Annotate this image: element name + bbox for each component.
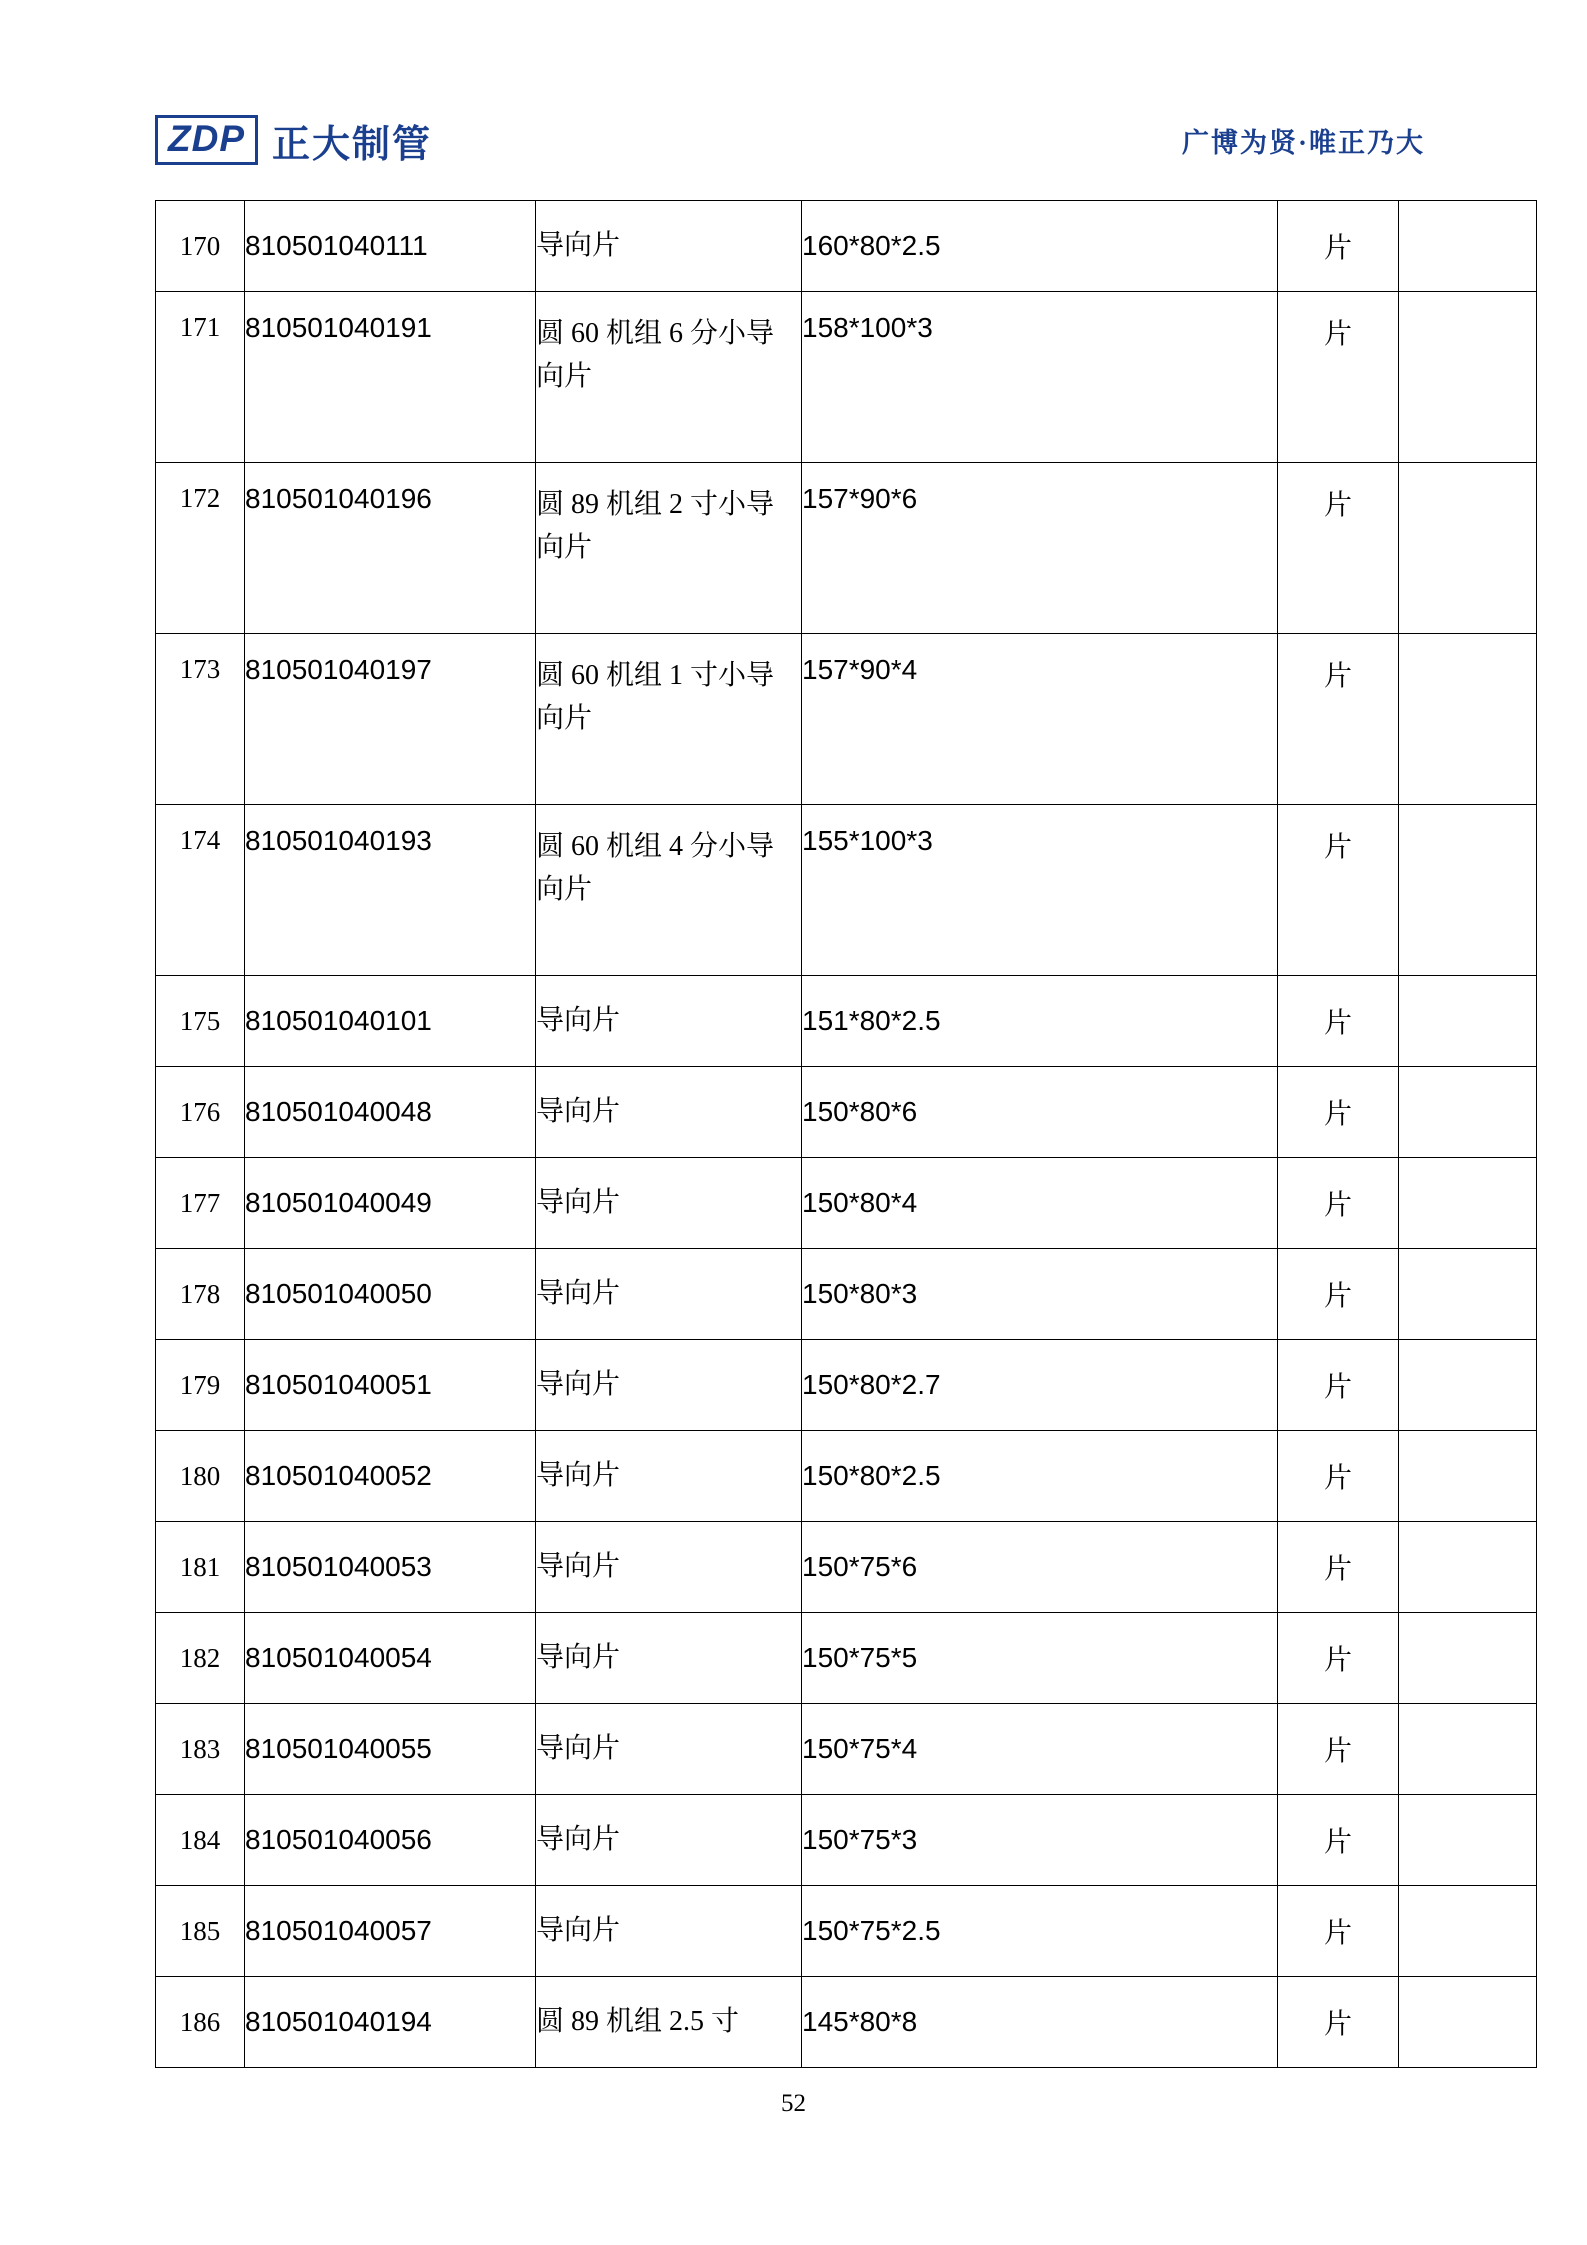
cell-index: 177 [156, 1158, 245, 1249]
cell-extra [1399, 1249, 1537, 1340]
cell-name: 圆 60 机组 6 分小导向片 [536, 292, 802, 463]
cell-index: 175 [156, 976, 245, 1067]
cell-unit: 片 [1278, 1522, 1399, 1613]
cell-spec: 155*100*3 [802, 805, 1278, 976]
cell-spec: 150*80*6 [802, 1067, 1278, 1158]
cell-spec: 150*80*2.7 [802, 1340, 1278, 1431]
cell-index: 183 [156, 1704, 245, 1795]
cell-code: 810501040197 [245, 634, 536, 805]
cell-unit: 片 [1278, 1704, 1399, 1795]
cell-name: 导向片 [536, 976, 802, 1067]
cell-extra [1399, 1340, 1537, 1431]
cell-code: 810501040196 [245, 463, 536, 634]
cell-spec: 145*80*8 [802, 1977, 1278, 2068]
cell-unit: 片 [1278, 1340, 1399, 1431]
page-number: 52 [781, 2090, 806, 2117]
cell-index: 181 [156, 1522, 245, 1613]
cell-code: 810501040101 [245, 976, 536, 1067]
cell-unit: 片 [1278, 1795, 1399, 1886]
table-row [156, 201, 1537, 292]
cell-index: 170 [156, 201, 245, 292]
cell-index: 184 [156, 1795, 245, 1886]
page-header [155, 110, 1425, 170]
cell-extra [1399, 201, 1537, 292]
cell-name: 导向片 [536, 1886, 802, 1977]
cell-name: 导向片 [536, 1067, 802, 1158]
cell-name: 导向片 [536, 201, 802, 292]
table-row [156, 1067, 1537, 1158]
company-name: 正大制管 [272, 123, 433, 166]
table-row [156, 1977, 1537, 2068]
table-row [156, 1249, 1537, 1340]
cell-spec: 150*75*2.5 [802, 1886, 1278, 1977]
table-row [156, 976, 1537, 1067]
parts-table-body [156, 201, 1537, 2068]
cell-code: 810501040050 [245, 1249, 536, 1340]
cell-spec: 150*75*6 [802, 1522, 1278, 1613]
cell-spec: 150*80*2.5 [802, 1431, 1278, 1522]
cell-spec: 150*80*4 [802, 1158, 1278, 1249]
cell-extra [1399, 805, 1537, 976]
cell-extra [1399, 634, 1537, 805]
cell-name: 圆 60 机组 4 分小导向片 [536, 805, 802, 976]
cell-code: 810501040054 [245, 1613, 536, 1704]
cell-code: 810501040048 [245, 1067, 536, 1158]
cell-extra [1399, 1977, 1537, 2068]
cell-index: 174 [156, 805, 245, 976]
cell-unit: 片 [1278, 634, 1399, 805]
cell-spec: 160*80*2.5 [802, 201, 1278, 292]
cell-index: 179 [156, 1340, 245, 1431]
cell-index: 186 [156, 1977, 245, 2068]
cell-code: 810501040057 [245, 1886, 536, 1977]
cell-extra [1399, 976, 1537, 1067]
table-row [156, 1522, 1537, 1613]
cell-spec: 150*75*3 [802, 1795, 1278, 1886]
cell-extra [1399, 463, 1537, 634]
cell-spec: 150*75*5 [802, 1613, 1278, 1704]
cell-name: 导向片 [536, 1704, 802, 1795]
table-row [156, 1795, 1537, 1886]
cell-index: 171 [156, 292, 245, 463]
cell-index: 173 [156, 634, 245, 805]
cell-extra [1399, 1795, 1537, 1886]
company-slogan: 广博为贤·唯正乃大 [1181, 127, 1425, 158]
cell-code: 810501040111 [245, 201, 536, 292]
cell-code: 810501040055 [245, 1704, 536, 1795]
cell-extra [1399, 1613, 1537, 1704]
cell-unit: 片 [1278, 1613, 1399, 1704]
cell-name: 圆 89 机组 2 寸小导向片 [536, 463, 802, 634]
cell-extra [1399, 1704, 1537, 1795]
cell-extra [1399, 1886, 1537, 1977]
cell-unit: 片 [1278, 1067, 1399, 1158]
page-footer [0, 2090, 1587, 2118]
cell-code: 810501040052 [245, 1431, 536, 1522]
zdp-logo-icon: ZDP [155, 115, 258, 165]
cell-index: 180 [156, 1431, 245, 1522]
cell-code: 810501040193 [245, 805, 536, 976]
cell-extra [1399, 1522, 1537, 1613]
table-row [156, 463, 1537, 634]
cell-unit: 片 [1278, 1249, 1399, 1340]
table-row [156, 1704, 1537, 1795]
cell-unit: 片 [1278, 805, 1399, 976]
cell-name: 圆 89 机组 2.5 寸 [536, 1977, 802, 2068]
cell-code: 810501040191 [245, 292, 536, 463]
cell-unit: 片 [1278, 1886, 1399, 1977]
cell-code: 810501040049 [245, 1158, 536, 1249]
cell-unit: 片 [1278, 1158, 1399, 1249]
table-row [156, 634, 1537, 805]
cell-name: 导向片 [536, 1795, 802, 1886]
cell-name: 导向片 [536, 1613, 802, 1704]
cell-spec: 150*75*4 [802, 1704, 1278, 1795]
parts-table-container [155, 200, 1430, 2068]
cell-name: 导向片 [536, 1340, 802, 1431]
cell-index: 172 [156, 463, 245, 634]
cell-name: 导向片 [536, 1431, 802, 1522]
cell-extra [1399, 1158, 1537, 1249]
cell-index: 176 [156, 1067, 245, 1158]
cell-spec: 151*80*2.5 [802, 976, 1278, 1067]
cell-unit: 片 [1278, 1977, 1399, 2068]
cell-unit: 片 [1278, 292, 1399, 463]
cell-code: 810501040051 [245, 1340, 536, 1431]
cell-spec: 157*90*6 [802, 463, 1278, 634]
cell-extra [1399, 1067, 1537, 1158]
cell-extra [1399, 292, 1537, 463]
cell-unit: 片 [1278, 463, 1399, 634]
table-row [156, 292, 1537, 463]
cell-unit: 片 [1278, 976, 1399, 1067]
company-logo [155, 113, 432, 168]
table-row [156, 1158, 1537, 1249]
cell-name: 导向片 [536, 1249, 802, 1340]
cell-spec: 158*100*3 [802, 292, 1278, 463]
parts-table [155, 200, 1537, 2068]
cell-code: 810501040056 [245, 1795, 536, 1886]
cell-name: 圆 60 机组 1 寸小导向片 [536, 634, 802, 805]
cell-index: 185 [156, 1886, 245, 1977]
table-row [156, 1431, 1537, 1522]
cell-spec: 157*90*4 [802, 634, 1278, 805]
cell-code: 810501040053 [245, 1522, 536, 1613]
cell-spec: 150*80*3 [802, 1249, 1278, 1340]
cell-index: 178 [156, 1249, 245, 1340]
cell-code: 810501040194 [245, 1977, 536, 2068]
cell-name: 导向片 [536, 1158, 802, 1249]
table-row [156, 1886, 1537, 1977]
cell-index: 182 [156, 1613, 245, 1704]
table-row [156, 1613, 1537, 1704]
cell-unit: 片 [1278, 1431, 1399, 1522]
cell-name: 导向片 [536, 1522, 802, 1613]
table-row [156, 805, 1537, 976]
cell-extra [1399, 1431, 1537, 1522]
table-row [156, 1340, 1537, 1431]
cell-unit: 片 [1278, 201, 1399, 292]
